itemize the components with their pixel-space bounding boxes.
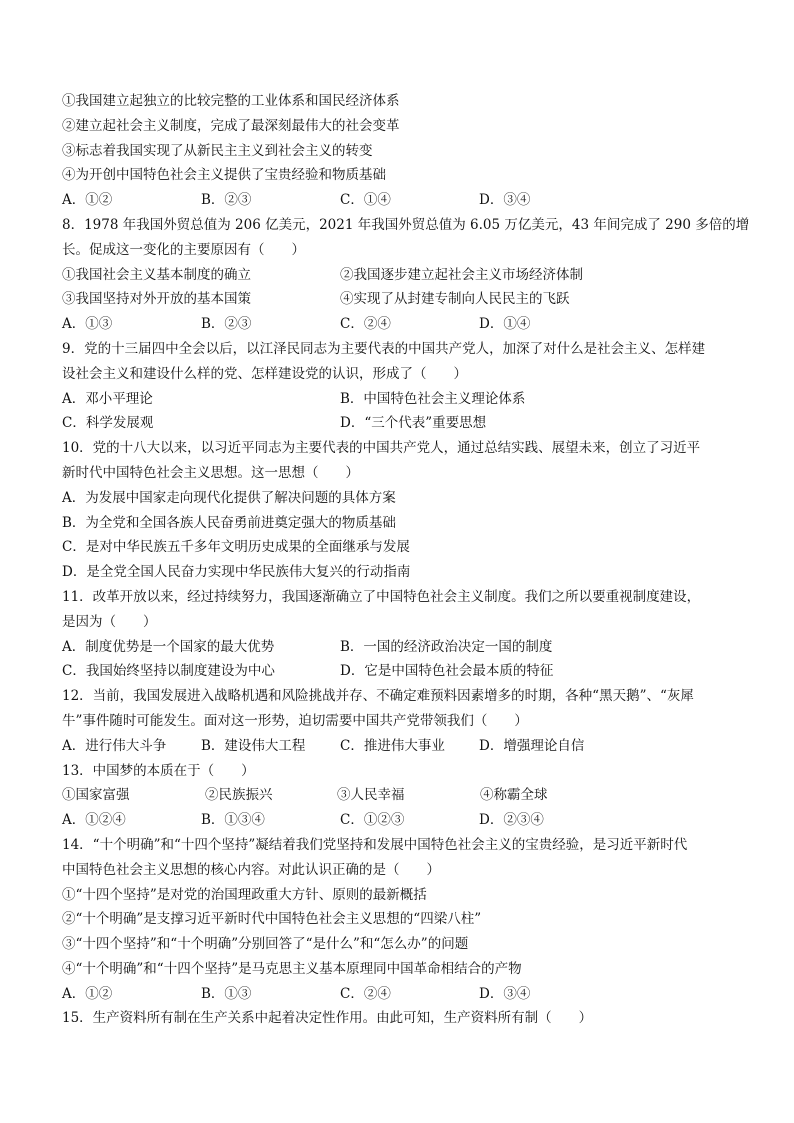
q7-option-a: A．①② xyxy=(62,192,113,209)
q14-options xyxy=(62,982,732,1007)
q14-option-a: A．①② xyxy=(62,985,113,1002)
q8-statements-row-2 xyxy=(62,287,732,312)
q7-option-c: C．①④ xyxy=(340,192,391,209)
q8-statement-2: ②我国逐步建立起社会主义市场经济体制 xyxy=(340,266,583,283)
question-7 xyxy=(62,89,732,213)
q13-statement-3: ③人民幸福 xyxy=(337,787,405,804)
q12-stem-line-2: 牛”事件随时可能发生。面对这一形势，迫切需要中国共产党带领我们（ ） xyxy=(62,712,528,729)
q7-options xyxy=(62,188,732,213)
q9-stem-line-1: 9．党的十三届四中全会以后，以江泽民同志为主要代表的中国共产党人，加深了对什么是社会主义、怎样建 xyxy=(62,340,706,357)
q9-options-row-2 xyxy=(62,411,732,436)
q8-option-a: A．①③ xyxy=(62,316,113,333)
q8-statement-3: ③我国坚持对外开放的基本国策 xyxy=(62,291,251,308)
q12-option-d: D．增强理论自信 xyxy=(479,737,585,754)
q11-options-row-1 xyxy=(62,635,732,660)
q13-options xyxy=(62,808,732,833)
question-11 xyxy=(62,585,732,684)
question-14 xyxy=(62,833,732,1007)
q10-stem-line-2: 新时代中国特色社会主义思想。这一思想（ ） xyxy=(62,464,359,481)
q11-option-c: C．我国始终坚持以制度建设为中心 xyxy=(62,663,275,680)
q9-option-d: D．“三个代表”重要思想 xyxy=(340,415,487,432)
question-13 xyxy=(62,759,732,833)
q13-statement-1: ①国家富强 xyxy=(62,787,130,804)
q7-option-d: D．③④ xyxy=(479,192,531,209)
question-8 xyxy=(62,213,750,337)
q7-statement-2: ②建立起社会主义制度，完成了最深刻最伟大的社会变革 xyxy=(62,117,400,134)
q10-option-c: C．是对中华民族五千多年文明历史成果的全面继承与发展 xyxy=(62,539,410,556)
q9-option-c: C．科学发展观 xyxy=(62,415,154,432)
q14-stem-line-2: 中国特色社会主义思想的核心内容。对此认识正确的是（ ） xyxy=(62,861,440,878)
q13-stem-line-1: 13．中国梦的本质在于（ ） xyxy=(62,762,255,779)
q10-option-a: A．为发展中国家走向现代化提供了解决问题的具体方案 xyxy=(62,489,396,506)
q13-statement-2: ②民族振兴 xyxy=(205,787,273,804)
q7-option-b: B．②③ xyxy=(201,192,252,209)
q11-option-b: B．一国的经济政治决定一国的制度 xyxy=(340,638,553,655)
q8-stem-line-1: 8．1978 年我国外贸总值为 206 亿美元，2021 年我国外贸总值为 6.05 万亿美元，43 年间完成了 290 多倍的增 xyxy=(62,216,750,233)
q9-stem-line-2: 设社会主义和建设什么样的党、怎样建设党的认识，形成了（ ） xyxy=(62,365,467,382)
q10-option-b: B．为全党和全国各族人民奋勇前进奠定强大的物质基础 xyxy=(62,514,396,531)
q13-statement-4: ④称霸全球 xyxy=(480,787,548,804)
q9-option-a: A．邓小平理论 xyxy=(62,390,153,407)
question-15 xyxy=(62,1006,732,1031)
q8-statements-row-1 xyxy=(62,263,732,288)
q11-options-row-2 xyxy=(62,659,732,684)
q8-statement-1: ①我国社会主义基本制度的确立 xyxy=(62,266,251,283)
q12-option-b: B．建设伟大工程 xyxy=(201,737,306,754)
q13-statements xyxy=(62,783,732,808)
q11-stem-line-2: 是因为（ ） xyxy=(62,613,157,630)
q14-option-d: D．③④ xyxy=(479,985,531,1002)
q8-option-c: C．②④ xyxy=(340,316,391,333)
q9-options-row-1 xyxy=(62,387,732,412)
q13-option-d: D．②③④ xyxy=(479,812,544,829)
q12-option-a: A．进行伟大斗争 xyxy=(62,737,167,754)
q14-statement-2: ②“十个明确”是支撑习近平新时代中国特色社会主义思想的“四梁八柱” xyxy=(62,911,482,928)
q12-stem-line-1: 12．当前，我国发展进入战略机遇和风险挑战并存、不确定难预料因素增多的时期，各种“黑天鹅”、“灰犀 xyxy=(62,688,694,705)
q14-option-b: B．①③ xyxy=(201,985,252,1002)
q8-options xyxy=(62,312,732,337)
q13-option-c: C．①②③ xyxy=(340,812,405,829)
q13-option-a: A．①②④ xyxy=(62,812,126,829)
q14-statement-3: ③“十四个坚持”和“十个明确”分别回答了“是什么”和“怎么办”的问题 xyxy=(62,936,469,953)
q14-statement-1: ①“十四个坚持”是对党的治国理政重大方针、原则的最新概括 xyxy=(62,886,427,903)
q8-option-d: D．①④ xyxy=(479,316,531,333)
q12-option-c: C．推进伟大事业 xyxy=(340,737,445,754)
q9-option-b: B．中国特色社会主义理论体系 xyxy=(340,390,526,407)
question-12 xyxy=(62,684,732,758)
q7-statement-1: ①我国建立起独立的比较完整的工业体系和国民经济体系 xyxy=(62,93,400,109)
q8-option-b: B．②③ xyxy=(201,316,252,333)
q13-option-b: B．①③④ xyxy=(201,812,265,829)
q14-statement-4: ④“十个明确”和“十四个坚持”是马克思主义基本原理同中国革命相结合的产物 xyxy=(62,960,522,977)
q11-option-a: A．制度优势是一个国家的最大优势 xyxy=(62,638,275,655)
question-10 xyxy=(62,436,732,585)
q8-stem-line-2: 长。促成这一变化的主要原因有（ ） xyxy=(62,241,305,258)
q14-option-c: C．②④ xyxy=(340,985,391,1002)
q7-statement-3: ③标志着我国实现了从新民主主义到社会主义的转变 xyxy=(62,142,373,159)
q8-statement-4: ④实现了从封建专制向人民民主的飞跃 xyxy=(340,291,570,308)
q10-option-d: D．是全党全国人民奋力实现中华民族伟大复兴的行动指南 xyxy=(62,564,411,581)
exam-page xyxy=(62,89,750,1031)
question-9 xyxy=(62,337,732,436)
q12-options xyxy=(62,734,732,759)
q7-statement-4: ④为开创中国特色社会主义提供了宝贵经验和物质基础 xyxy=(62,167,386,184)
q11-option-d: D．它是中国特色社会最本质的特征 xyxy=(340,663,554,680)
q10-stem-line-1: 10．党的十八大以来，以习近平同志为主要代表的中国共产党人，通过总结实践、展望未来，创立了习近平 xyxy=(62,440,701,457)
q11-stem-line-1: 11．改革开放以来，经过持续努力，我国逐渐确立了中国特色社会主义制度。我们之所以要重视制度建设， xyxy=(62,588,701,605)
q15-stem-line-1: 15．生产资料所有制在生产关系中起着决定性作用。由此可知，生产资料所有制（ ） xyxy=(62,1010,593,1027)
q14-stem-line-1: 14．“十个明确”和“十四个坚持”凝结着我们党坚持和发展中国特色社会主义的宝贵经验，是习近平新时代 xyxy=(62,836,688,853)
